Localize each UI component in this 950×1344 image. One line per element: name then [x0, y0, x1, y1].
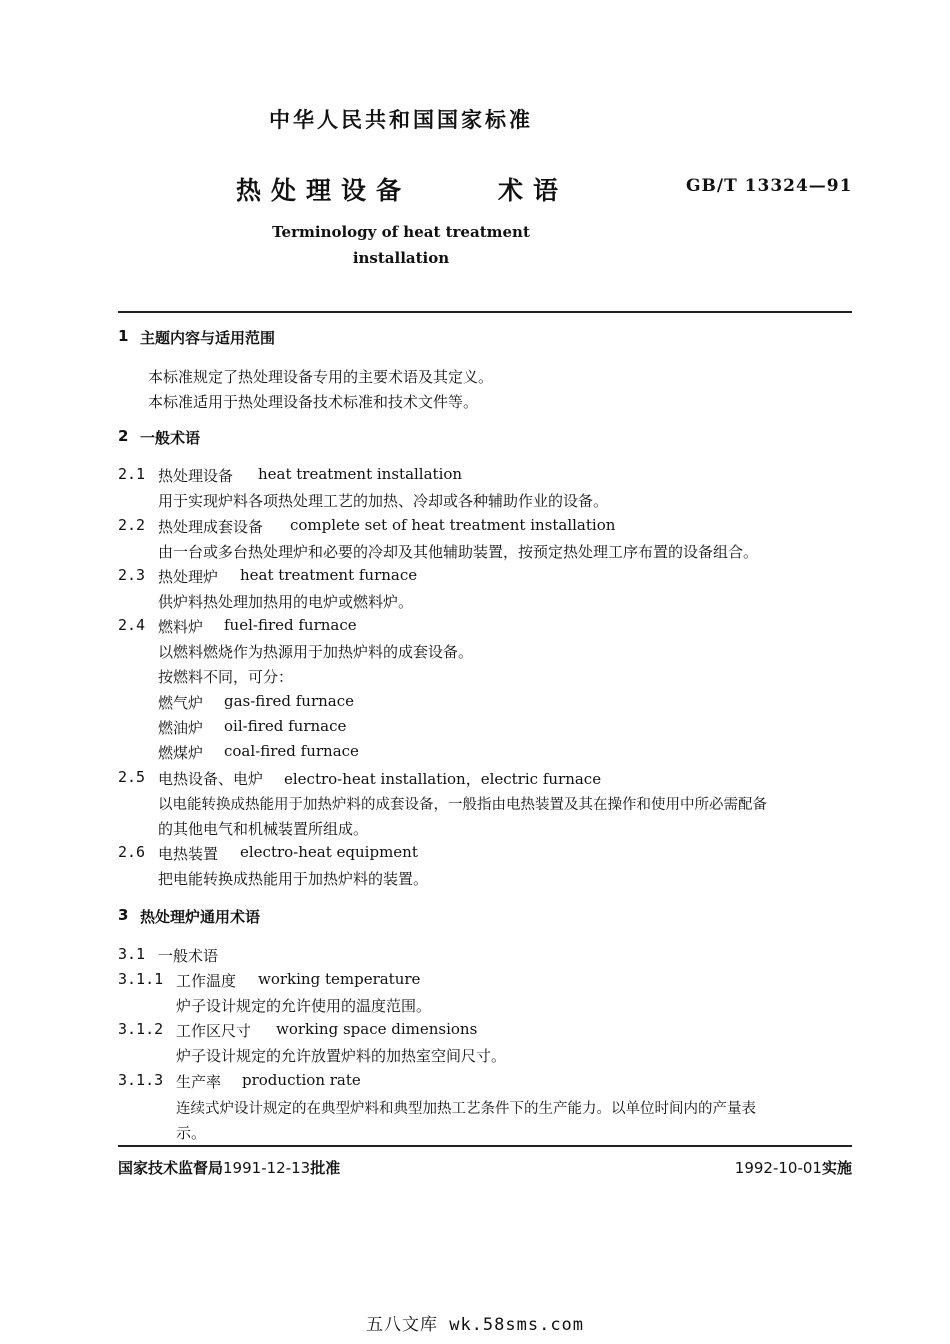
term-number: 2.4 — [118, 616, 146, 634]
term-definition: 用于实现炉料各项热处理工艺的加热、冷却或各种辅助作业的设备。 — [158, 492, 609, 510]
header-rule — [118, 311, 852, 313]
term-definition: 把电能转换成热能用于加热炉料的装置。 — [158, 870, 429, 888]
watermark-text: 五八文库 wk.58sms.com — [365, 1315, 585, 1335]
term-english: heat treatment furnace — [240, 566, 418, 584]
term-chinese: 热处理设备 — [158, 467, 234, 485]
sub-term-english: gas-fired furnace — [224, 692, 354, 710]
term-chinese: 电热装置 — [158, 845, 219, 863]
term-english: working temperature — [258, 970, 421, 988]
term-sub-intro: 按燃料不同，可分： — [158, 668, 294, 686]
term-definition: 以燃料燃烧作为热源用于加热炉料的成套设备。 — [158, 643, 474, 661]
term-definition-line-2: 示。 — [176, 1124, 207, 1142]
section-1-title: 主题内容与适用范围 — [140, 329, 276, 347]
sub-term-english: oil-fired furnace — [224, 717, 347, 735]
term-english: fuel-fired furnace — [224, 616, 357, 634]
term-chinese: 一般术语 — [158, 947, 219, 965]
term-definition-line-2: 的其他电气和机械装置所组成。 — [158, 820, 369, 838]
term-definition-line-1: 以电能转换成热能用于加热炉料的成套设备，一般指由电热装置及其在操作和使用中所必需配备 — [158, 797, 767, 813]
sub-term-english: coal-fired furnace — [224, 742, 359, 760]
section-3-number: 3 — [118, 906, 129, 924]
effective-suffix: 实施 — [821, 1159, 852, 1177]
term-english: electro-heat equipment — [240, 843, 418, 861]
term-chinese: 热处理成套设备 — [158, 518, 264, 536]
effective-line — [735, 1157, 852, 1178]
term-chinese: 工作区尺寸 — [176, 1022, 252, 1040]
section-2-title: 一般术语 — [140, 429, 201, 447]
term-number: 2.3 — [118, 566, 146, 584]
term-english: production rate — [242, 1071, 361, 1089]
title-chinese-part1: 热处理设备 — [236, 176, 412, 205]
term-english: heat treatment installation — [258, 465, 463, 483]
section-2-number: 2 — [118, 427, 129, 445]
title-english: Terminology of heat treatment installation — [272, 223, 530, 267]
term-definition: 由一台或多台热处理炉和必要的冷却及其他辅助装置，按预定热处理工序布置的设备组合。 — [158, 543, 759, 561]
section-1-paragraph-2: 本标准适用于热处理设备技术标准和技术文件等。 — [148, 393, 479, 411]
term-number: 3.1 — [118, 945, 146, 963]
effective-date: 1992-10-01 — [734, 1159, 822, 1177]
term-number: 3.1.3 — [118, 1071, 164, 1089]
sub-term-chinese: 燃煤炉 — [158, 744, 204, 762]
term-chinese: 电热设备、电炉 — [158, 770, 264, 788]
term-english: working space dimensions — [276, 1020, 478, 1038]
term-definition-line-1: 连续式炉设计规定的在典型炉料和典型加热工艺条件下的生产能力。以单位时间内的产量表 — [176, 1101, 756, 1117]
sub-term-chinese: 燃油炉 — [158, 719, 204, 737]
approval-line — [118, 1157, 340, 1178]
section-1-number: 1 — [118, 327, 129, 345]
footer-rule — [118, 1145, 852, 1147]
term-number: 3.1.1 — [118, 970, 164, 988]
term-number: 3.1.2 — [118, 1020, 164, 1038]
term-english: complete set of heat treatment installation — [290, 516, 616, 534]
term-chinese: 燃料炉 — [158, 618, 204, 636]
term-number: 2.6 — [118, 843, 146, 861]
section-1-paragraph-1: 本标准规定了热处理设备专用的主要术语及其定义。 — [148, 368, 494, 386]
term-definition: 炉子设计规定的允许放置炉料的加热室空间尺寸。 — [176, 1047, 507, 1065]
term-number: 2.1 — [118, 465, 146, 483]
approval-org: 国家技术监督局 — [118, 1159, 224, 1177]
title-chinese-part2: 术语 — [498, 176, 569, 205]
term-number: 2.5 — [118, 768, 146, 786]
term-definition: 供炉料热处理加热用的电炉或燃料炉。 — [158, 593, 414, 611]
term-chinese: 热处理炉 — [158, 568, 219, 586]
approval-date: 1991-12-13 — [223, 1159, 311, 1177]
term-english: electro-heat installation，electric furnace — [284, 770, 602, 788]
approval-suffix: 批准 — [310, 1159, 341, 1177]
standard-header: 中华人民共和国国家标准 — [269, 108, 533, 132]
standard-code: GB/T 13324—91 — [686, 176, 853, 196]
section-3-title: 热处理炉通用术语 — [140, 908, 261, 926]
term-definition: 炉子设计规定的允许使用的温度范围。 — [176, 997, 432, 1015]
term-chinese: 生产率 — [176, 1073, 222, 1091]
term-number: 2.2 — [118, 516, 146, 534]
sub-term-chinese: 燃气炉 — [158, 694, 204, 712]
term-chinese: 工作温度 — [176, 972, 237, 990]
